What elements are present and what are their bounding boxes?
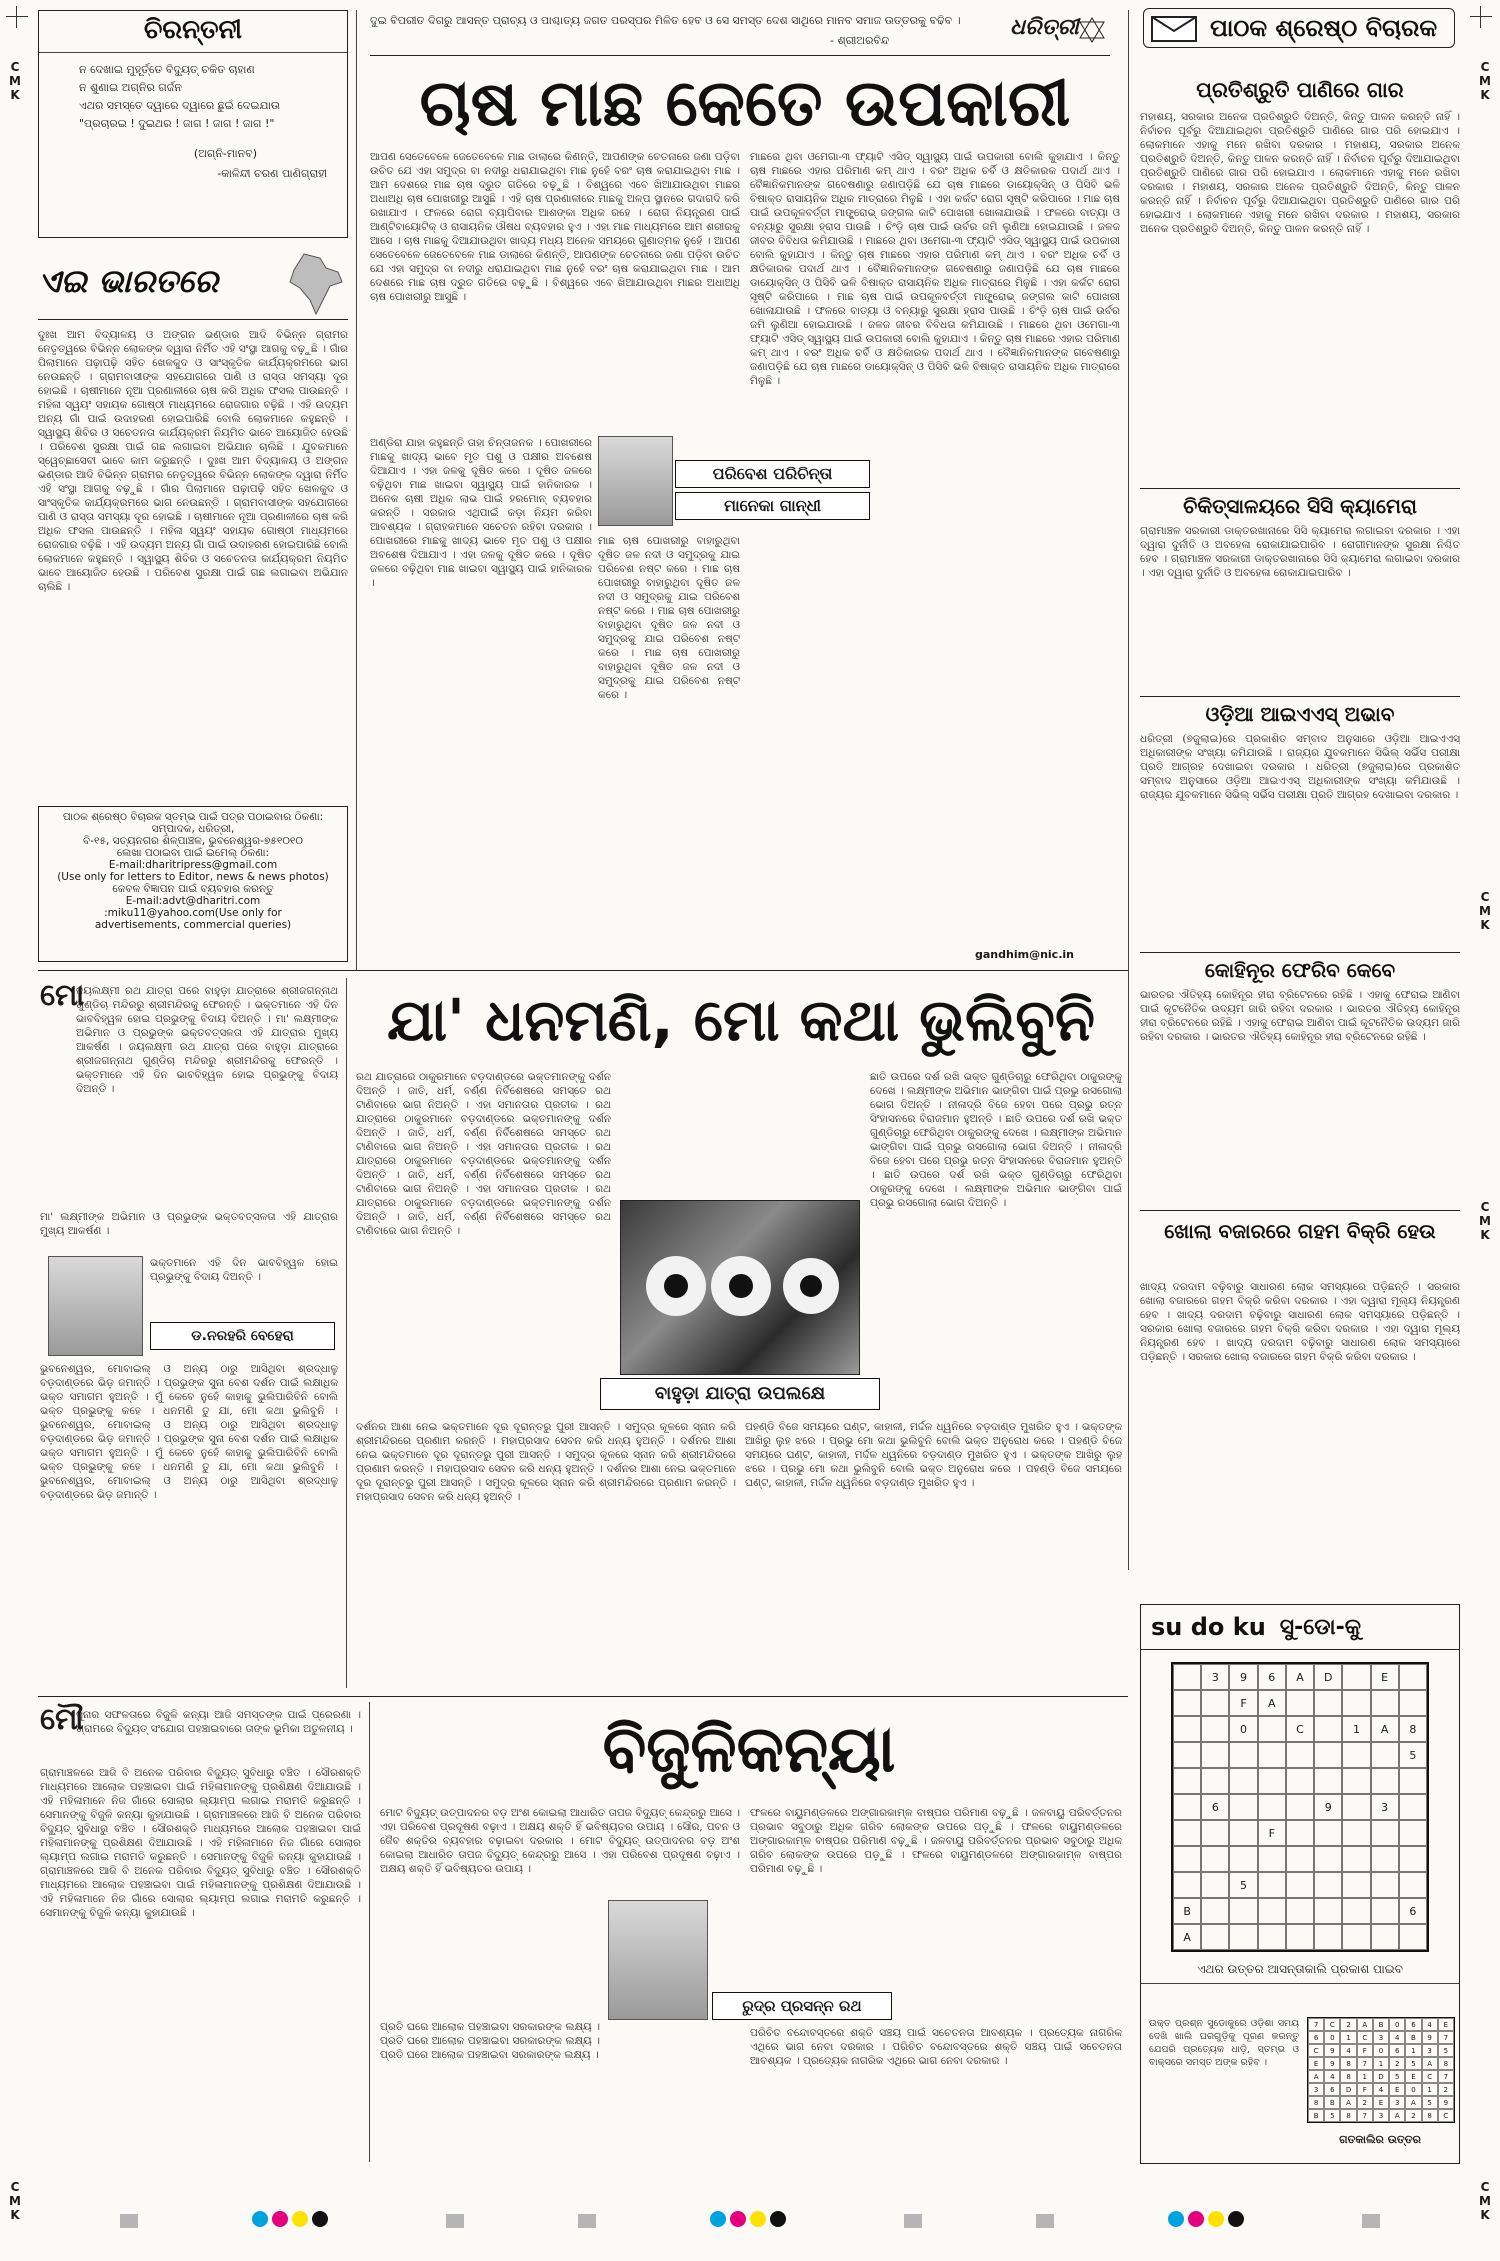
sudoku-cell[interactable] [1258, 1846, 1286, 1872]
cmk-marks: C M K [1479, 60, 1491, 102]
sudoku-cell[interactable] [1229, 1820, 1257, 1846]
article3-col2-bottom: ପ୍ରତି ଘରେ ଆଲୋକ ପହଞ୍ଚାଇବା ସରକାରଙ୍କ ଲକ୍ଷ୍ୟ । ପ୍ରତି ଘରେ ଆଲୋକ ପହଞ୍ଚାଇବା ସରକାରଙ୍କ ଲକ୍ଷ୍ୟ । ପ୍ରତି ଘରେ ଆଲୋକ ପହଞ୍ଚାଇବା ସରକାରଙ୍କ ଲକ୍ଷ୍ୟ । [380, 2021, 600, 2061]
photo-caption: ବାହୁଡ଼ା ଯାତ୍ରା ଉପଲକ୍ଷେ [600, 1378, 880, 1410]
sudoku-cell[interactable] [1201, 1872, 1229, 1898]
sudoku-cell[interactable] [1314, 1690, 1342, 1716]
sudoku-cell[interactable] [1399, 1820, 1427, 1846]
article3-headline: ବିଜୁଳିକନ୍ୟା [602, 1713, 896, 1787]
jagannath-photo [620, 1200, 860, 1375]
chirantani-poet: -କାଳିନ୍ଦୀ ଚରଣ ପାଣିଗ୍ରାହୀ [217, 167, 327, 180]
sudoku-cell[interactable]: 6 [1201, 1794, 1229, 1820]
sudoku-cell[interactable] [1229, 1742, 1257, 1768]
sudoku-cell[interactable] [1229, 1846, 1257, 1872]
article2-drop-cap: ମୋ [40, 978, 85, 1013]
sudoku-cell[interactable] [1286, 1690, 1314, 1716]
sudoku-cell[interactable] [1229, 1768, 1257, 1794]
sudoku-cell[interactable] [1201, 1768, 1229, 1794]
cmyk-dots [710, 2211, 790, 2231]
sudoku-cell[interactable] [1314, 1846, 1342, 1872]
sudoku-cell[interactable] [1229, 1794, 1257, 1820]
sudoku-cell[interactable]: B [1173, 1898, 1201, 1924]
sudoku-cell[interactable] [1201, 1820, 1229, 1846]
gray-swatch [578, 2214, 596, 2228]
cyan-dot [710, 2211, 726, 2227]
sudoku-cell[interactable]: A [1173, 1924, 1201, 1950]
article1-col1-top: ଆପଣ ସେତେବେଳେ ଜେତେବେଳେ ମାଛ ଡାଲାରେ କିଣନ୍ତି, ଆପଣଙ୍କ ଚେତନାରେ ଜଣା ପଡ଼ିବା ଉଚିତ ଯେ ଏହା ସମୁଦ୍ର ବା ନଦୀରୁ ଧରାଯାଇଥିବା ମାଛ ନୁହେଁ ବରଂ ଚାଷ କରାଯାଇଥିବା ମାଛ । ଆମ ଦେଶରେ ମାଛ ଚାଷ ଦ୍ରୁତ ଗତିରେ ବଢ଼ୁଛି । ବିଶ୍ୱରେ ଏବେ ଖିଆଯାଉଥିବା ମାଛର ଅଧାଅଧି ଚାଷ ପୋଖରୀରୁ ଆସୁଛି । ଏହି ଚାଷ ପ୍ରଣାଳୀରେ ମାଛକୁ ଅଳ୍ପ ସ୍ଥାନରେ ଗଦାଗଦି କରି ରଖାଯାଏ । ଫଳରେ ରୋଗ ବ୍ୟାପିବାର ଆଶଙ୍କା ଅଧିକ ରହେ । ରୋଗ ନିୟନ୍ତ୍ରଣ ପାଇଁ ଆଣ୍ଟିବାୟୋଟିକ୍ ଓ ରାସାୟନିକ ଔଷଧ ବ୍ୟବହାର ହୁଏ । ଏହା ମାଛ ମାଧ୍ୟମରେ ଆମ ଶରୀରକୁ ଆସେ । ଚାଷ ମାଛକୁ ଦିଆଯାଉଥିବା ଖାଦ୍ୟ ମଧ୍ୟ ଅନେକ ସମୟରେ ଗୁଣାତ୍ମକ ନୁହେଁ । ଆପଣ ସେତେବେଳେ ଜେତେବେଳେ ମାଛ ଡାଲାରେ କିଣନ୍ତି, ଆପଣଙ୍କ ଚେତନାରେ ଜଣା ପଡ଼ିବା ଉଚିତ ଯେ ଏହା ସମୁଦ୍ର ବା ନଦୀରୁ ଧରାଯାଇଥିବା ମାଛ ନୁହେଁ ବରଂ ଚାଷ କରାଯାଇଥିବା ମାଛ । ଆମ ଦେଶରେ ମାଛ ଚାଷ ଦ୍ରୁତ ଗତିରେ ବଢ଼ୁଛି । ବିଶ୍ୱରେ ଏବେ ଖିଆଯାଉଥିବା ମାଛର ଅଧାଅଧି ଚାଷ ପୋଖରୀରୁ ଆସୁଛି । [370, 151, 740, 303]
letter-body: ଧରିତ୍ରୀ (୭ଜୁଲାଇ)ରେ ପ୍ରକାଶିତ ସମ୍ବାଦ ଅନୁସାରେ ଓଡ଼ିଆ ଆଇଏଏସ୍ ଅଧିକାରୀଙ୍କ ସଂଖ୍ୟା କମିଯାଉଛି । ରାଜ୍ୟର ଯୁବକମାନେ ସିଭିଲ୍ ସର୍ଭିସ ପରୀକ୍ଷା ପ୍ରତି ଆଗ୍ରହ ଦେଖାଇବା ଦରକାର । ଧରିତ୍ରୀ (୭ଜୁଲାଇ)ରେ ପ୍ରକାଶିତ ସମ୍ବାଦ ଅନୁସାରେ ଓଡ଼ିଆ ଆଇଏଏସ୍ ଅଧିକାରୀଙ୍କ ସଂଖ୍ୟା କମିଯାଉଛି । ରାଜ୍ୟର ଯୁବକମାନେ ସିଭିଲ୍ ସର୍ଭିସ ପରୀକ୍ଷା ପ୍ରତି ଆଗ୍ରହ ଦେଖାଇବା ଦରକାର । [1140, 733, 1460, 801]
gray-swatch [904, 2214, 922, 2228]
sudoku-cell[interactable] [1371, 1872, 1399, 1898]
sudoku-cell[interactable]: A [1286, 1664, 1314, 1690]
sudoku-cell[interactable] [1342, 1794, 1370, 1820]
letter-title: ଚିକିତ୍ସାଳୟରେ ସିସି କ୍ୟାମେରା [1183, 494, 1417, 518]
article3-col1-top: ସୁନାର ସଫଳତାରେ ବିଜୁଳି କନ୍ୟା ଆଜି ସମସ୍ତଙ୍କ ପାଇଁ ପ୍ରେରଣା । ଗ୍ରାମରେ ବିଦ୍ୟୁତ୍ ସଂଯୋଗ ପହଞ୍ଚାଇବାରେ ତାଙ୍କ ଭୂମିକା ଅତୁଳନୀୟ । [76, 1709, 361, 1735]
author-photo [608, 1900, 708, 2020]
address-line: କେବଳ ବିଜ୍ଞାପନ ପାଇଁ ବ୍ୟବହାର କରନ୍ତୁ [112, 883, 274, 895]
yellow-dot [750, 2211, 766, 2227]
sudoku-box [1140, 1604, 1460, 2164]
cmyk-dots [1168, 2211, 1248, 2231]
sudoku-cell[interactable] [1258, 1768, 1286, 1794]
sudoku-cell[interactable] [1173, 1716, 1201, 1742]
abhibharatare-body: ଦୁଃଖ ଆମ ବିଦ୍ୟାଳୟ ଓ ଅଙ୍ଗନ ଭଣ୍ଡାର ଆଦି ବିଭିନ୍ନ ଗ୍ରାମର ନେତୃତ୍ୱରେ ବିଭିନ୍ନ ଲୋକଙ୍କ ଦ୍ୱାରା ନିର୍ମିତ ଏହି ସଂସ୍ଥା ଆଗକୁ ବଢ଼ୁଛି । ଗାଁର ପିଲାମାନେ ପଢ଼ାପଢ଼ି ସହିତ ଖେଳକୁଦ ଓ ସାଂସ୍କୃତିକ କାର୍ଯ୍ୟକ୍ରମରେ ଭାଗ ନେଉଛନ୍ତି । ଗ୍ରାମବାସୀଙ୍କ ସହଯୋଗରେ ପାଣି ଓ ରାସ୍ତା ସମସ୍ୟା ଦୂର ହୋଇଛି । ଚାଷୀମାନେ ନୂଆ ପ୍ରଣାଳୀରେ ଚାଷ କରି ଅଧିକ ଫସଲ ପାଉଛନ୍ତି । ମହିଳା ସ୍ୱୟଂ ସହାୟକ ଗୋଷ୍ଠୀ ମାଧ୍ୟମରେ ରୋଜଗାର ବଢ଼ିଛି । ଏହି ଉଦ୍ୟମ ଅନ୍ୟ ଗାଁ ପାଇଁ ଉଦାହରଣ ହୋଇପାରିଛି ବୋଲି ଲୋକମାନେ କହୁଛନ୍ତି । ସ୍ୱାସ୍ଥ୍ୟ ଶିବିର ଓ ସଚେତନତା କାର୍ଯ୍ୟକ୍ରମ ନିୟମିତ ଭାବେ ଆୟୋଜିତ ହେଉଛି । ପରିବେଶ ସୁରକ୍ଷା ପାଇଁ ଗଛ ଲଗାଇବା ଅଭିଯାନ ଚାଲିଛି । ଯୁବକମାନେ ସ୍ୱେଚ୍ଛାସେବୀ ଭାବେ କାମ କରୁଛନ୍ତି । ଦୁଃଖ ଆମ ବିଦ୍ୟାଳୟ ଓ ଅଙ୍ଗନ ଭଣ୍ଡାର ଆଦି ବିଭିନ୍ନ ଗ୍ରାମର ନେତୃତ୍ୱରେ ବିଭିନ୍ନ ଲୋକଙ୍କ ଦ୍ୱାରା ନିର୍ମିତ ଏହି ସଂସ୍ଥା ଆଗକୁ ବଢ଼ୁଛି । ଗାଁର ପିଲାମାନେ ପଢ଼ାପଢ଼ି ସହିତ ଖେଳକୁଦ ଓ ସାଂସ୍କୃତିକ କାର୍ଯ୍ୟକ୍ରମରେ ଭାଗ ନେଉଛନ୍ତି । ଗ୍ରାମବାସୀଙ୍କ ସହଯୋଗରେ ପାଣି ଓ ରାସ୍ତା ସମସ୍ୟା ଦୂର ହୋଇଛି । ଚାଷୀମାନେ ନୂଆ ପ୍ରଣାଳୀରେ ଚାଷ କରି ଅଧିକ ଫସଲ ପାଉଛନ୍ତି । ମହିଳା ସ୍ୱୟଂ ସହାୟକ ଗୋଷ୍ଠୀ ମାଧ୍ୟମରେ ରୋଜଗାର ବଢ଼ିଛି । ଏହି ଉଦ୍ୟମ ଅନ୍ୟ ଗାଁ ପାଇଁ ଉଦାହରଣ ହୋଇପାରିଛି ବୋଲି ଲୋକମାନେ କହୁଛନ୍ତି । ସ୍ୱାସ୍ଥ୍ୟ ଶିବିର ଓ ସଚେତନତା କାର୍ଯ୍ୟକ୍ରମ ନିୟମିତ ଭାବେ ଆୟୋଜିତ ହେଉଛି । ପରିବେଶ ସୁରକ୍ଷା ପାଇଁ ଗଛ ଲଗାଇବା ଅଭିଯାନ ଚାଲିଛି । [38, 329, 348, 593]
paper-logo: ଧରିତ୍ରୀ [1010, 14, 1079, 40]
india-map-icon [286, 252, 344, 318]
sudoku-cell[interactable] [1201, 1846, 1229, 1872]
magenta-dot [1188, 2211, 1204, 2227]
author-photo [598, 436, 673, 526]
letter-body: ଗ୍ରାମାଞ୍ଚଳ ସରକାରୀ ଡାକ୍ତରଖାନାରେ ସିସି କ୍ୟାମେରା ଲଗାଇବା ଦରକାର । ଏହା ଦ୍ୱାରା ଦୁର୍ନୀତି ଓ ଅବହେଳା ରୋକାଯାଇପାରିବ । ରୋଗୀମାନଙ୍କ ସୁରକ୍ଷା ନିଶ୍ଚିତ ହେବ । ଗ୍ରାମାଞ୍ଚଳ ସରକାରୀ ଡାକ୍ତରଖାନାରେ ସିସି କ୍ୟାମେରା ଲଗାଇବା ଦରକାର । ଏହା ଦ୍ୱାରା ଦୁର୍ନୀତି ଓ ଅବହେଳା ରୋକାଯାଇପାରିବ । [1140, 525, 1460, 579]
editor-email[interactable]: E-mail:dharitripress@gmail.com [108, 859, 278, 871]
cmk-marks: C M K [1479, 890, 1491, 932]
article1-headline: ଚାଷ ମାଛ କେତେ ଉପକାରୀ [419, 67, 1071, 141]
gray-swatch [120, 2214, 138, 2228]
sudoku-cell[interactable]: 1 [1342, 1716, 1370, 1742]
address-line: ବି-୧୫, ସତ୍ୟନଗର ଶିଳ୍ପାଞ୍ଚଳ, ଭୁବନେଶ୍ୱର-୭୫୧୦୧୦ [83, 835, 303, 847]
sudoku-cell[interactable] [1201, 1690, 1229, 1716]
sudoku-cell[interactable] [1258, 1872, 1286, 1898]
sudoku-cell[interactable] [1399, 1664, 1427, 1690]
magenta-dot [272, 2211, 288, 2227]
gray-swatch [1036, 2214, 1054, 2228]
article3-col3-top: ଫଳରେ ବାୟୁମଣ୍ଡଳରେ ଅଙ୍ଗାରକାମ୍ଳ ବାଷ୍ପର ପରିମାଣ ବଢ଼ୁଛି । ଜଳବାୟୁ ପରିବର୍ତ୍ତନର ପ୍ରଭାବ ସବୁଠାରୁ ଅଧିକ ଗରିବ ଲୋକଙ୍କ ଉପରେ ପଡ଼ୁଛି । ଫଳରେ ବାୟୁମଣ୍ଡଳରେ ଅଙ୍ଗାରକାମ୍ଳ ବାଷ୍ପର ପରିମାଣ ବଢ଼ୁଛି । ଜଳବାୟୁ ପରିବର୍ତ୍ତନର ପ୍ରଭାବ ସବୁଠାରୁ ଅଧିକ ଗରିବ ଲୋକଙ୍କ ଉପରେ ପଡ଼ୁଛି । ଫଳରେ ବାୟୁମଣ୍ଡଳରେ ଅଙ୍ଗାରକାମ୍ଳ ବାଷ୍ପର ପରିମାଣ ବଢ଼ୁଛି । [750, 1807, 1122, 1875]
sudoku-cell[interactable] [1286, 1846, 1314, 1872]
sudoku-cell[interactable] [1286, 1742, 1314, 1768]
address-note: advertisements, commercial queries) [94, 919, 292, 931]
sudoku-cell[interactable]: D [1314, 1664, 1342, 1690]
sudoku-cell[interactable] [1201, 1742, 1229, 1768]
quote-author: - ଶ୍ରୀଅରବିନ୍ଦ [830, 34, 890, 47]
sudoku-cell[interactable]: 5 [1399, 1742, 1427, 1768]
chirantani-source: (ଅଗ୍ନି-ମାନବ) [193, 147, 257, 160]
address-line: ପାଠକ ଶ୍ରେଷ୍ଠ ବିଚାରକ ସ୍ତମ୍ଭ ପାଇଁ ପତ୍ର ପଠାଇବାର ଠିକଣା: [62, 811, 324, 823]
cyan-dot [1168, 2211, 1184, 2227]
sudoku-cell[interactable] [1399, 1690, 1427, 1716]
article1-author: ମାନେକା ଗାନ୍ଧୀ [675, 492, 870, 520]
article2-col3-bottom: ପହଣ୍ଡି ବିଜେ ସମୟରେ ଘଣ୍ଟ, କାହାଳୀ, ମର୍ଦ୍ଦଳ ଧ୍ୱନିରେ ବଡ଼ଦାଣ୍ଡ ମୁଖରିତ ହୁଏ । ଭକ୍ତଙ୍କ ଆଖିରୁ ଲୁହ ଝରେ । ପ୍ରଭୁ ମୋ କଥା ଭୁଲିବୁନି ବୋଲି ଭକ୍ତ ଅନୁରୋଧ କରେ । ପହଣ୍ଡି ବିଜେ ସମୟରେ ଘଣ୍ଟ, କାହାଳୀ, ମର୍ଦ୍ଦଳ ଧ୍ୱନିରେ ବଡ଼ଦାଣ୍ଡ ମୁଖରିତ ହୁଏ । ଭକ୍ତଙ୍କ ଆଖିରୁ ଲୁହ ଝରେ । ପ୍ରଭୁ ମୋ କଥା ଭୁଲିବୁନି ବୋଲି ଭକ୍ତ ଅନୁରୋଧ କରେ । ପହଣ୍ଡି ବିଜେ ସମୟରେ ଘଣ୍ଟ, କାହାଳୀ, ମର୍ଦ୍ଦଳ ଧ୍ୱନିରେ ବଡ଼ଦାଣ୍ଡ ମୁଖରିତ ହୁଏ । [745, 1421, 1122, 1489]
sudoku-label: su do ku [1151, 1613, 1266, 1641]
sudoku-cell[interactable] [1173, 1872, 1201, 1898]
sudoku-cell[interactable] [1314, 1716, 1342, 1742]
cmk-marks: C M K [9, 60, 21, 102]
cmyk-dots [252, 2211, 332, 2231]
sudoku-cell[interactable] [1399, 1872, 1427, 1898]
article1-col1-bottom: ଅଣ୍ଡିରା ଯାହା କହୁଛନ୍ତି ତାହା ଚିନ୍ତାଜନକ । ପୋଖରୀରେ ମାଛକୁ ଖାଦ୍ୟ ଭାବେ ମୃତ ପଶୁ ଓ ପକ୍ଷୀର ଅବଶେଷ ଦିଆଯାଏ । ଏହା ଜଳକୁ ଦୂଷିତ କରେ । ଦୂଷିତ ଜଳରେ ବଢ଼ିଥିବା ମାଛ ଖାଇବା ସ୍ୱାସ୍ଥ୍ୟ ପାଇଁ ହାନିକାରକ । ଅନେକ ଚାଷୀ ଅଧିକ ଲାଭ ପାଇଁ ହରମୋନ୍ ବ୍ୟବହାର କରନ୍ତି । ସରକାର ଏଥିପାଇଁ କଡ଼ା ନିୟମ କରିବା ଆବଶ୍ୟକ । ଗ୍ରାହକମାନେ ସଚେତନ ରହିବା ଦରକାର । ପୋଖରୀରେ ମାଛକୁ ଖାଦ୍ୟ ଭାବେ ମୃତ ପଶୁ ଓ ପକ୍ଷୀର ଅବଶେଷ ଦିଆଯାଏ । ଏହା ଜଳକୁ ଦୂଷିତ କରେ । ଦୂଷିତ ଜଳରେ ବଢ଼ିଥିବା ମାଛ ଖାଇବା ସ୍ୱାସ୍ଥ୍ୟ ପାଇଁ ହାନିକାରକ । [370, 437, 592, 589]
envelope-icon [1150, 13, 1202, 43]
abhibharatare-header [38, 250, 348, 320]
article3-author: ରୁଦ୍ର ପ୍ରସନ୍ନ ରଥ [712, 1992, 892, 2020]
sudoku-cell[interactable] [1258, 1794, 1286, 1820]
article2-col2-top: ରଥ ଯାତ୍ରାରେ ଠାକୁରମାନେ ବଡ଼ଦାଣ୍ଡରେ ଭକ୍ତମାନଙ୍କୁ ଦର୍ଶନ ଦିଅନ୍ତି । ଜାତି, ଧର୍ମ, ବର୍ଣ୍ଣ ନିର୍ବିଶେଷରେ ସମସ୍ତେ ରଥ ଟାଣିବାରେ ଭାଗ ନିଅନ୍ତି । ଏହା ସମାନତାର ପ୍ରତୀକ । ରଥ ଯାତ୍ରାରେ ଠାକୁରମାନେ ବଡ଼ଦାଣ୍ଡରେ ଭକ୍ତମାନଙ୍କୁ ଦର୍ଶନ ଦିଅନ୍ତି । ଜାତି, ଧର୍ମ, ବର୍ଣ୍ଣ ନିର୍ବିଶେଷରେ ସମସ୍ତେ ରଥ ଟାଣିବାରେ ଭାଗ ନିଅନ୍ତି । ଏହା ସମାନତାର ପ୍ରତୀକ । ରଥ ଯାତ୍ରାରେ ଠାକୁରମାନେ ବଡ଼ଦାଣ୍ଡରେ ଭକ୍ତମାନଙ୍କୁ ଦର୍ଶନ ଦିଅନ୍ତି । ଜାତି, ଧର୍ମ, ବର୍ଣ୍ଣ ନିର୍ବିଶେଷରେ ସମସ୍ତେ ରଥ ଟାଣିବାରେ ଭାଗ ନିଅନ୍ତି । ଏହା ସମାନତାର ପ୍ରତୀକ । ରଥ ଯାତ୍ରାରେ ଠାକୁରମାନେ ବଡ଼ଦାଣ୍ଡରେ ଭକ୍ତମାନଙ୍କୁ ଦର୍ଶନ ଦିଅନ୍ତି । ଜାତି, ଧର୍ମ, ବର୍ଣ୍ଣ ନିର୍ବିଶେଷରେ ସମସ୍ତେ ରଥ ଟାଣିବାରେ ଭାଗ ନିଅନ୍ତି । [356, 1071, 611, 1237]
article3-col3-bottom: ପରିଚିତ ବନ୍ଦୋବସ୍ତରେ ଶକ୍ତି ସଞ୍ଚୟ ପାଇଁ ସଚେତନତା ଆବଶ୍ୟକ । ପ୍ରତ୍ୟେକ ନାଗରିକ ଏଥିରେ ଭାଗ ନେବା ଦରକାର । ପରିଚିତ ବନ୍ଦୋବସ୍ତରେ ଶକ୍ତି ସଞ୍ଚୟ ପାଇଁ ସଚେତନତା ଆବଶ୍ୟକ । ପ୍ରତ୍ୟେକ ନାଗରିକ ଏଥିରେ ଭାଗ ନେବା ଦରକାର । [750, 2027, 1122, 2067]
sudoku-cell[interactable]: C [1286, 1716, 1314, 1742]
black-dot [1228, 2211, 1244, 2227]
sudoku-cell[interactable]: 6 [1399, 1898, 1427, 1924]
address-line: ଲେଖା ପଠାଇବା ପାଇଁ ଇମେଲ୍ ଠିକଣା: [116, 847, 270, 859]
registration-mark [6, 6, 28, 28]
sudoku-cell[interactable] [1314, 1872, 1342, 1898]
sudoku-cell[interactable] [1342, 1820, 1370, 1846]
sudoku-cell[interactable]: 5 [1229, 1872, 1257, 1898]
yellow-dot [292, 2211, 308, 2227]
sudoku-cell[interactable] [1173, 1742, 1201, 1768]
sudoku-cell[interactable]: 0 [1229, 1716, 1257, 1742]
sudoku-cell[interactable] [1286, 1768, 1314, 1794]
abhibharatare-title: ଏଇ ଭାରତରେ [38, 262, 219, 300]
sudoku-cell[interactable] [1286, 1794, 1314, 1820]
article1-col2-bottom: ମାଛ ଚାଷ ପୋଖରୀରୁ ବାହାରୁଥିବା ଦୂଷିତ ଜଳ ନଦୀ ଓ ସମୁଦ୍ରକୁ ଯାଇ ପରିବେଶ ନଷ୍ଟ କରେ । ମାଛ ଚାଷ ପୋଖରୀରୁ ବାହାରୁଥିବା ଦୂଷିତ ଜଳ ନଦୀ ଓ ସମୁଦ୍ରକୁ ଯାଇ ପରିବେଶ ନଷ୍ଟ କରେ । ମାଛ ଚାଷ ପୋଖରୀରୁ ବାହାରୁଥିବା ଦୂଷିତ ଜଳ ନଦୀ ଓ ସମୁଦ୍ରକୁ ଯାଇ ପରିବେଶ ନଷ୍ଟ କରେ । ମାଛ ଚାଷ ପୋଖରୀରୁ ବାହାରୁଥିବା ଦୂଷିତ ଜଳ ନଦୀ ଓ ସମୁଦ୍ରକୁ ଯାଇ ପରିବେଶ ନଷ୍ଟ କରେ । [598, 535, 740, 701]
address-box [38, 806, 348, 962]
article2-col3-top: ଛାତି ଉପରେ ଦର୍ଶ ରଖି ଭକ୍ତ ଗୁଣ୍ଡିଚାରୁ ଫେରିଥିବା ଠାକୁରଙ୍କୁ ଦେଖେ । ଲକ୍ଷ୍ମୀଙ୍କ ଅଭିମାନ ଭାଙ୍ଗିବା ପାଇଁ ପ୍ରଭୁ ରସଗୋଲା ଭୋଗ ଦିଅନ୍ତି । ନୀଳାଦ୍ରି ବିଜେ ହେବା ପରେ ପ୍ରଭୁ ରତ୍ନ ସିଂହାସନରେ ବିରାଜମାନ ହୁଅନ୍ତି । ଛାତି ଉପରେ ଦର୍ଶ ରଖି ଭକ୍ତ ଗୁଣ୍ଡିଚାରୁ ଫେରିଥିବା ଠାକୁରଙ୍କୁ ଦେଖେ । ଲକ୍ଷ୍ମୀଙ୍କ ଅଭିମାନ ଭାଙ୍ଗିବା ପାଇଁ ପ୍ରଭୁ ରସଗୋଲା ଭୋଗ ଦିଅନ୍ତି । ନୀଳାଦ୍ରି ବିଜେ ହେବା ପରେ ପ୍ରଭୁ ରତ୍ନ ସିଂହାସନରେ ବିରାଜମାନ ହୁଅନ୍ତି । ଛାତି ଉପରେ ଦର୍ଶ ରଖି ଭକ୍ତ ଗୁଣ୍ଡିଚାରୁ ଫେରିଥିବା ଠାକୁରଙ୍କୁ ଦେଖେ । ଲକ୍ଷ୍ମୀଙ୍କ ଅଭିମାନ ଭାଙ୍ଗିବା ପାଇଁ ପ୍ରଭୁ ରସଗୋଲା ଭୋଗ ଦିଅନ୍ତି । [870, 1071, 1122, 1209]
letter-title: କୋହିନୂର ଫେରିବ କେବେ [1204, 958, 1396, 982]
letter-title: ଖୋଲା ବଜାରରେ ଗହମ ବିକ୍ରି ହେଉ [1164, 1219, 1436, 1243]
sudoku-grid[interactable] [1171, 1662, 1429, 1952]
sudoku-cell[interactable]: F [1258, 1820, 1286, 1846]
sudoku-cell[interactable] [1314, 1742, 1342, 1768]
article2-col1-mid: ମା' ଲକ୍ଷ୍ମୀଙ୍କ ଅଭିମାନ ଓ ପ୍ରଭୁଙ୍କ ଭକ୍ତବତ୍ସଳତା ଏହି ଯାତ୍ରାର ମୁଖ୍ୟ ଆକର୍ଷଣ । [40, 1211, 338, 1237]
sudoku-cell[interactable] [1173, 1690, 1201, 1716]
sudoku-cell[interactable] [1371, 1768, 1399, 1794]
letter-body: ଭାରତର ଐତିହ୍ୟ କୋହିନୂର ହୀରା ବ୍ରିଟେନରେ ରହିଛି । ଏହାକୁ ଫେରାଇ ଆଣିବା ପାଇଁ କୂଟନୈତିକ ଉଦ୍ୟମ ଜାରି ରହିବା ଦରକାର । ଭାରତର ଐତିହ୍ୟ କୋହିନୂର ହୀରା ବ୍ରିଟେନରେ ରହିଛି । ଏହାକୁ ଫେରାଇ ଆଣିବା ପାଇଁ କୂଟନୈତିକ ଉଦ୍ୟମ ଜାରି ରହିବା ଦରକାର । ଭାରତର ଐତିହ୍ୟ କୋହିନୂର ହୀରା ବ୍ରିଟେନରେ ରହିଛି । [1140, 989, 1460, 1043]
sudoku-cell[interactable]: 8 [1399, 1716, 1427, 1742]
sudoku-cell[interactable] [1173, 1794, 1201, 1820]
article1-author-email[interactable]: gandhim@nic.in [975, 948, 1074, 961]
sudoku-cell[interactable] [1173, 1664, 1201, 1690]
sudoku-cell[interactable] [1342, 1690, 1370, 1716]
sudoku-cell[interactable]: F [1229, 1690, 1257, 1716]
article2-col1-top: ଜୟଲକ୍ଷ୍ମୀ ରଥ ଯାତ୍ରା ପରେ ବାହୁଡ଼ା ଯାତ୍ରାରେ ଶ୍ରୀଜଗନ୍ନାଥ ଗୁଣ୍ଡିଚା ମନ୍ଦିରରୁ ଶ୍ରୀମନ୍ଦିରକୁ ଫେରନ୍ତି । ଭକ୍ତମାନେ ଏହି ଦିନ ଭାବବିହ୍ୱଳ ହୋଇ ପ୍ରଭୁଙ୍କୁ ବିଦାୟ ଦିଅନ୍ତି । ମା' ଲକ୍ଷ୍ମୀଙ୍କ ଅଭିମାନ ଓ ପ୍ରଭୁଙ୍କ ଭକ୍ତବତ୍ସଳତା ଏହି ଯାତ୍ରାର ମୁଖ୍ୟ ଆକର୍ଷଣ । ଜୟଲକ୍ଷ୍ମୀ ରଥ ଯାତ୍ରା ପରେ ବାହୁଡ଼ା ଯାତ୍ରାରେ ଶ୍ରୀଜଗନ୍ନାଥ ଗୁଣ୍ଡିଚା ମନ୍ଦିରରୁ ଶ୍ରୀମନ୍ଦିରକୁ ଫେରନ୍ତି । ଭକ୍ତମାନେ ଏହି ଦିନ ଭାବବିହ୍ୱଳ ହୋଇ ପ୍ରଭୁଙ୍କୁ ବିଦାୟ ଦିଅନ୍ତି । [76, 985, 338, 1095]
answer-title: ଗତକାଲିର ଉତ୍ତର [1339, 2133, 1421, 2146]
advt-email[interactable]: E-mail:advt@dharitri.com [125, 895, 261, 907]
sudoku-cell[interactable] [1314, 1768, 1342, 1794]
article2-col1-side: ଭକ୍ତମାନେ ଏହି ଦିନ ଭାବବିହ୍ୱଳ ହୋଇ ପ୍ରଭୁଙ୍କୁ ବିଦାୟ ଦିଅନ୍ତି । [150, 1257, 338, 1283]
star-icon [1078, 16, 1106, 44]
sudoku-cell[interactable] [1399, 1794, 1427, 1820]
answer-grid: 7 C 2 A B 0 6 4 E 6 0 1 C 3 4 B 9 7 C 9 4 F 0 6 1 3 5 E 9 8 7 1 2 5 A 8 A 4 8 1 D 5 E C 7 3 6 D F 4 E 0 1 2 8 B A 2 E 3 A 5 9 B 5 8 7 3 A 2 8 C [1307, 2017, 1455, 2123]
sudoku-cell[interactable] [1371, 1690, 1399, 1716]
sudoku-cell[interactable]: 6 [1258, 1664, 1286, 1690]
sudoku-footer-note: ଏଥର ଉତ୍ତର ଆସନ୍ତାକାଲି ପ୍ରକାଶ ପାଇବ [1141, 1962, 1459, 1984]
address-line: ସମ୍ପାଦକ, ଧରିତ୍ରୀ, [151, 823, 235, 835]
letter-body: ମହାଶୟ, ସରକାର ଅନେକ ପ୍ରତିଶ୍ରୁତି ଦିଅନ୍ତି, କିନ୍ତୁ ପାଳନ କରନ୍ତି ନାହିଁ । ନିର୍ବାଚନ ପୂର୍ବରୁ ଦିଆଯାଇଥିବା ପ୍ରତିଶ୍ରୁତି ପାଣିରେ ଗାର ପରି ହୋଇଯାଏ । ଲୋକମାନେ ଏହାକୁ ମନେ ରଖିବା ଦରକାର । ମହାଶୟ, ସରକାର ଅନେକ ପ୍ରତିଶ୍ରୁତି ଦିଅନ୍ତି, କିନ୍ତୁ ପାଳନ କରନ୍ତି ନାହିଁ । ନିର୍ବାଚନ ପୂର୍ବରୁ ଦିଆଯାଇଥିବା ପ୍ରତିଶ୍ରୁତି ପାଣିରେ ଗାର ପରି ହୋଇଯାଏ । ଲୋକମାନେ ଏହାକୁ ମନେ ରଖିବା ଦରକାର । ମହାଶୟ, ସରକାର ଅନେକ ପ୍ରତିଶ୍ରୁତି ଦିଅନ୍ତି, କିନ୍ତୁ ପାଳନ କରନ୍ତି ନାହିଁ । ନିର୍ବାଚନ ପୂର୍ବରୁ ଦିଆଯାଇଥିବା ପ୍ରତିଶ୍ରୁତି ପାଣିରେ ଗାର ପରି ହୋଇଯାଏ । ଲୋକମାନେ ଏହାକୁ ମନେ ରଖିବା ଦରକାର । ମହାଶୟ, ସରକାର ଅନେକ ପ୍ରତିଶ୍ରୁତି ଦିଅନ୍ତି, କିନ୍ତୁ ପାଳନ କରନ୍ତି ନାହିଁ । [1140, 111, 1460, 235]
sudoku-cell[interactable] [1342, 1768, 1370, 1794]
article3-col2-top: ମୋଟ ବିଦ୍ୟୁତ୍ ଉତ୍ପାଦନର ବଡ଼ ଅଂଶ କୋଇଲା ଆଧାରିତ ତାପଜ ବିଦ୍ୟୁତ୍ କେନ୍ଦ୍ରରୁ ଆସେ । ଏହା ପରିବେଶ ପ୍ରଦୂଷଣ ବଢ଼ାଏ । ଅକ୍ଷୟ ଶକ୍ତି ହିଁ ଭବିଷ୍ୟତର ଉପାୟ । ସୌର, ପବନ ଓ ଜୈବ ଶକ୍ତିର ବ୍ୟବହାର ବଢ଼ାଇବା ଦରକାର । ମୋଟ ବିଦ୍ୟୁତ୍ ଉତ୍ପାଦନର ବଡ଼ ଅଂଶ କୋଇଲା ଆଧାରିତ ତାପଜ ବିଦ୍ୟୁତ୍ କେନ୍ଦ୍ରରୁ ଆସେ । ଏହା ପରିବେଶ ପ୍ରଦୂଷଣ ବଢ଼ାଏ । ଅକ୍ଷୟ ଶକ୍ତି ହିଁ ଭବିଷ୍ୟତର ଉପାୟ । [380, 1807, 740, 1875]
cmk-marks: C M K [1479, 1200, 1491, 1242]
sudoku-cell[interactable] [1286, 1820, 1314, 1846]
sudoku-cell[interactable] [1399, 1768, 1427, 1794]
sudoku-cell[interactable] [1173, 1846, 1201, 1872]
sudoku-cell[interactable] [1258, 1742, 1286, 1768]
masthead-quote [370, 10, 1110, 56]
sudoku-cell[interactable] [1342, 1872, 1370, 1898]
sudoku-cell[interactable] [1286, 1872, 1314, 1898]
article3-drop-cap: ମୌ [40, 1702, 84, 1737]
column-title: ପରିବେଶ ପରିଚିନ୍ତା [675, 460, 870, 488]
gray-swatch [1362, 2214, 1380, 2228]
letter-title: ଓଡ଼ିଆ ଆଇଏଏସ୍ ଅଭାବ [1205, 702, 1395, 726]
gray-swatch [446, 2214, 464, 2228]
sudoku-cell[interactable]: 3 [1371, 1794, 1399, 1820]
black-dot [770, 2211, 786, 2227]
letters-banner [1143, 8, 1455, 48]
sudoku-cell[interactable] [1399, 1846, 1427, 1872]
sudoku-cell[interactable]: A [1371, 1716, 1399, 1742]
sudoku-cell[interactable]: 9 [1229, 1664, 1257, 1690]
address-note: (Use only for letters to Editor, news & news photos) [57, 871, 329, 883]
sudoku-instructions: ଉକ୍ତ ପ୍ରଶ୍ନ ସୁଡୋକୁରେ ଓଡ଼ିଶା ସମୟ ଦେଖି ଖାଲି ଘରଗୁଡ଼ିକୁ ପୂରଣ କରନ୍ତୁ ଯେପରି ପ୍ରତ୍ୟେକ ଧାଡ଼ି, ସ୍ତମ୍ଭ ଓ ବାକ୍ସରେ ସମସ୍ତ ଅଙ୍କ ରହିବ । [1149, 2018, 1299, 2068]
letter-title: ପ୍ରତିଶ୍ରୁତି ପାଣିରେ ଗାର [1196, 78, 1404, 102]
magenta-dot [730, 2211, 746, 2227]
sudoku-label-odia: ସୁ-ଡୋ-କୁ [1279, 1614, 1362, 1640]
article2-col2-bottom: ଦର୍ଶନର ଆଶା ନେଇ ଭକ୍ତମାନେ ଦୂର ଦୂରାନ୍ତରୁ ପୁରୀ ଆସନ୍ତି । ସମୁଦ୍ର କୂଳରେ ସ୍ନାନ କରି ଶ୍ରୀମନ୍ଦିରରେ ପ୍ରଣାମ କରନ୍ତି । ମହାପ୍ରସାଦ ସେବନ କରି ଧନ୍ୟ ହୁଅନ୍ତି । ଦର୍ଶନର ଆଶା ନେଇ ଭକ୍ତମାନେ ଦୂର ଦୂରାନ୍ତରୁ ପୁରୀ ଆସନ୍ତି । ସମୁଦ୍ର କୂଳରେ ସ୍ନାନ କରି ଶ୍ରୀମନ୍ଦିରରେ ପ୍ରଣାମ କରନ୍ତି । ମହାପ୍ରସାଦ ସେବନ କରି ଧନ୍ୟ ହୁଅନ୍ତି । ଦର୍ଶନର ଆଶା ନେଇ ଭକ୍ତମାନେ ଦୂର ଦୂରାନ୍ତରୁ ପୁରୀ ଆସନ୍ତି । ସମୁଦ୍ର କୂଳରେ ସ୍ନାନ କରି ଶ୍ରୀମନ୍ଦିରରେ ପ୍ରଣାମ କରନ୍ତି । ମହାପ୍ରସାଦ ସେବନ କରି ଧନ୍ୟ ହୁଅନ୍ତି । [356, 1421, 736, 1503]
cmk-marks: C M K [1479, 2180, 1491, 2222]
sudoku-cell[interactable] [1371, 1846, 1399, 1872]
article2-headline: ଯା' ଧନମଣି, ମୋ କଥା ଭୁଲିବୁନି [387, 986, 1095, 1054]
article1-col3: ମାଛରେ ଥିବା ଓମେଗା-୩ ଫ୍ୟାଟି ଏସିଡ୍ ସ୍ୱାସ୍ଥ୍ୟ ପାଇଁ ଉପକାରୀ ବୋଲି କୁହାଯାଏ । କିନ୍ତୁ ଚାଷ ମାଛରେ ଏହାର ପରିମାଣ କମ୍ ଥାଏ । ବରଂ ଅଧିକ ଚର୍ବି ଓ କ୍ଷତିକାରକ ପଦାର୍ଥ ଥାଏ । ବୈଜ୍ଞାନିକମାନଙ୍କ ଗବେଷଣାରୁ ଜଣାପଡ଼ିଛି ଯେ ଚାଷ ମାଛରେ ଡାୟୋକ୍ସିନ୍ ଓ ପିସିବି ଭଳି ବିଷାକ୍ତ ରାସାୟନିକ ଅଧିକ ମାତ୍ରାରେ ମିଳୁଛି । ଏହା କର୍କଟ ରୋଗ ସୃଷ୍ଟି କରିପାରେ । ମାଛ ଚାଷ ପାଇଁ ଉପକୂଳବର୍ତ୍ତୀ ମାଙ୍ଗ୍ରୋଭ୍ ଜଙ୍ଗଲ କାଟି ପୋଖରୀ ଖୋଳାଯାଉଛି । ଫଳରେ ବାତ୍ୟା ଓ ବନ୍ୟାରୁ ସୁରକ୍ଷା ହ୍ରାସ ପାଉଛି । ଚିଂଡ଼ି ଚାଷ ପାଇଁ ଉର୍ବର ଜମି ଲୁଣିଆ ହୋଇଯାଉଛି । ଜଳଜ ଜୀବର ବିବିଧତା କମିଯାଉଛି । ମାଛରେ ଥିବା ଓମେଗା-୩ ଫ୍ୟାଟି ଏସିଡ୍ ସ୍ୱାସ୍ଥ୍ୟ ପାଇଁ ଉପକାରୀ ବୋଲି କୁହାଯାଏ । କିନ୍ତୁ ଚାଷ ମାଛରେ ଏହାର ପରିମାଣ କମ୍ ଥାଏ । ବରଂ ଅଧିକ ଚର୍ବି ଓ କ୍ଷତିକାରକ ପଦାର୍ଥ ଥାଏ । ବୈଜ୍ଞାନିକମାନଙ୍କ ଗବେଷଣାରୁ ଜଣାପଡ଼ିଛି ଯେ ଚାଷ ମାଛରେ ଡାୟୋକ୍ସିନ୍ ଓ ପିସିବି ଭଳି ବିଷାକ୍ତ ରାସାୟନିକ ଅଧିକ ମାତ୍ରାରେ ମିଳୁଛି । ଏହା କର୍କଟ ରୋଗ ସୃଷ୍ଟି କରିପାରେ । ମାଛ ଚାଷ ପାଇଁ ଉପକୂଳବର୍ତ୍ତୀ ମାଙ୍ଗ୍ରୋଭ୍ ଜଙ୍ଗଲ କାଟି ପୋଖରୀ ଖୋଳାଯାଉଛି । ଫଳରେ ବାତ୍ୟା ଓ ବନ୍ୟାରୁ ସୁରକ୍ଷା ହ୍ରାସ ପାଉଛି । ଚିଂଡ଼ି ଚାଷ ପାଇଁ ଉର୍ବର ଜମି ଲୁଣିଆ ହୋଇଯାଉଛି । ଜଳଜ ଜୀବର ବିବିଧତା କମିଯାଉଛି । ମାଛରେ ଥିବା ଓମେଗା-୩ ଫ୍ୟାଟି ଏସିଡ୍ ସ୍ୱାସ୍ଥ୍ୟ ପାଇଁ ଉପକାରୀ ବୋଲି କୁହାଯାଏ । କିନ୍ତୁ ଚାଷ ମାଛରେ ଏହାର ପରିମାଣ କମ୍ ଥାଏ । ବରଂ ଅଧିକ ଚର୍ବି ଓ କ୍ଷତିକାରକ ପଦାର୍ଥ ଥାଏ । ବୈଜ୍ଞାନିକମାନଙ୍କ ଗବେଷଣାରୁ ଜଣାପଡ଼ିଛି ଯେ ଚାଷ ମାଛରେ ଡାୟୋକ୍ସିନ୍ ଓ ପିସିବି ଭଳି ବିଷାକ୍ତ ରାସାୟନିକ ଅଧିକ ମାତ୍ରାରେ ମିଳୁଛି । [750, 151, 1120, 387]
chirantani-box [38, 10, 348, 238]
article2-author: ଡ.ନରହରି ବେହେରା [150, 1322, 335, 1350]
sudoku-cell[interactable] [1342, 1846, 1370, 1872]
yellow-dot [1208, 2211, 1224, 2227]
sudoku-cell[interactable]: E [1371, 1664, 1399, 1690]
sudoku-cell[interactable] [1173, 1820, 1201, 1846]
registration-mark [1470, 6, 1492, 28]
article2-col1-bottom: ଭୁବନେଶ୍ୱର, ମୋବାଇଲ୍ ଓ ଅନ୍ୟ ଠାରୁ ଆସିଥିବା ଶ୍ରଦ୍ଧାଳୁ ବଡ଼ଦାଣ୍ଡରେ ଭିଡ଼ ଜମାନ୍ତି । ପ୍ରଭୁଙ୍କ ସୁନା ବେଶ ଦର୍ଶନ ପାଇଁ ଲକ୍ଷାଧିକ ଭକ୍ତ ସମାଗମ ହୁଅନ୍ତି । ମୁଁ କେବେ ନୁହେଁ କାହାକୁ ଭୁଲିପାରିବିନି ବୋଲି ଭକ୍ତ ପ୍ରଭୁଙ୍କୁ କହେ । ଧନମଣି ତୁ ଯା, ମୋ କଥା ଭୁଲିବୁନି । ଭୁବନେଶ୍ୱର, ମୋବାଇଲ୍ ଓ ଅନ୍ୟ ଠାରୁ ଆସିଥିବା ଶ୍ରଦ୍ଧାଳୁ ବଡ଼ଦାଣ୍ଡରେ ଭିଡ଼ ଜମାନ୍ତି । ପ୍ରଭୁଙ୍କ ସୁନା ବେଶ ଦର୍ଶନ ପାଇଁ ଲକ୍ଷାଧିକ ଭକ୍ତ ସମାଗମ ହୁଅନ୍ତି । ମୁଁ କେବେ ନୁହେଁ କାହାକୁ ଭୁଲିପାରିବିନି ବୋଲି ଭକ୍ତ ପ୍ରଭୁଙ୍କୁ କହେ । ଧନମଣି ତୁ ଯା, ମୋ କଥା ଭୁଲିବୁନି । ଭୁବନେଶ୍ୱର, ମୋବାଇଲ୍ ଓ ଅନ୍ୟ ଠାରୁ ଆସିଥିବା ଶ୍ରଦ୍ଧାଳୁ ବଡ଼ଦାଣ୍ଡରେ ଭିଡ଼ ଜମାନ୍ତି । [40, 1363, 338, 1501]
sudoku-cell[interactable] [1314, 1820, 1342, 1846]
advt-email-alt[interactable]: :miku11@yahoo.com(Use only for [104, 907, 282, 919]
quote-text: ଦୁଇ ବିପରୀତ ଦିଗରୁ ଆସନ୍ତ ପ୍ରାଚ୍ୟ ଓ ପାଶ୍ଚାତ୍ୟ ଜଗତ ପରସ୍ପର ମିଳିତ ହେବ ଓ ସେ ସମସ୍ତ ଦେଶ ସାଥିରେ ମାନବ ସମାଜ ଉତ୍ତରକୁ ବଢିବ । [370, 14, 961, 27]
sudoku-cell[interactable] [1342, 1742, 1370, 1768]
sudoku-cell[interactable]: 3 [1201, 1664, 1229, 1690]
article3-col1-bottom: ଗ୍ରାମାଞ୍ଚଳରେ ଆଜି ବି ଅନେକ ପରିବାର ବିଦ୍ୟୁତ୍ ସୁବିଧାରୁ ବଞ୍ଚିତ । ସୌରଶକ୍ତି ମାଧ୍ୟମରେ ଆଲୋକ ପହଞ୍ଚାଇବା ପାଇଁ ମହିଳାମାନଙ୍କୁ ପ୍ରଶିକ୍ଷଣ ଦିଆଯାଉଛି । ଏହି ମହିଳାମାନେ ନିଜ ଗାଁରେ ସୋଲାର ଲ୍ୟାମ୍ପ ଲଗାଇ ମରାମତି କରୁଛନ୍ତି । ସେମାନଙ୍କୁ ବିଜୁଳି କନ୍ୟା କୁହାଯାଉଛି । ଗ୍ରାମାଞ୍ଚଳରେ ଆଜି ବି ଅନେକ ପରିବାର ବିଦ୍ୟୁତ୍ ସୁବିଧାରୁ ବଞ୍ଚିତ । ସୌରଶକ୍ତି ମାଧ୍ୟମରେ ଆଲୋକ ପହଞ୍ଚାଇବା ପାଇଁ ମହିଳାମାନଙ୍କୁ ପ୍ରଶିକ୍ଷଣ ଦିଆଯାଉଛି । ଏହି ମହିଳାମାନେ ନିଜ ଗାଁରେ ସୋଲାର ଲ୍ୟାମ୍ପ ଲଗାଇ ମରାମତି କରୁଛନ୍ତି । ସେମାନଙ୍କୁ ବିଜୁଳି କନ୍ୟା କୁହାଯାଉଛି । ଗ୍ରାମାଞ୍ଚଳରେ ଆଜି ବି ଅନେକ ପରିବାର ବିଦ୍ୟୁତ୍ ସୁବିଧାରୁ ବଞ୍ଚିତ । ସୌରଶକ୍ତି ମାଧ୍ୟମରେ ଆଲୋକ ପହଞ୍ଚାଇବା ପାଇଁ ମହିଳାମାନଙ୍କୁ ପ୍ରଶିକ୍ଷଣ ଦିଆଯାଉଛି । ଏହି ମହିଳାମାନେ ନିଜ ଗାଁରେ ସୋଲାର ଲ୍ୟାମ୍ପ ଲଗାଇ ମରାମତି କରୁଛନ୍ତି । ସେମାନଙ୍କୁ ବିଜୁଳି କନ୍ୟା କୁହାଯାଉଛି । [40, 1767, 361, 1919]
letter-body: ଖାଦ୍ୟ ଦରଦାମ ବଢ଼ିବାରୁ ସାଧାରଣ ଲୋକ ସମସ୍ୟାରେ ପଡ଼ିଛନ୍ତି । ସରକାର ଖୋଲା ବଜାରରେ ଗହମ ବିକ୍ରି କରିବା ଦରକାର । ଏହା ଦ୍ୱାରା ମୂଲ୍ୟ ନିୟନ୍ତ୍ରଣ ହେବ । ଖାଦ୍ୟ ଦରଦାମ ବଢ଼ିବାରୁ ସାଧାରଣ ଲୋକ ସମସ୍ୟାରେ ପଡ଼ିଛନ୍ତି । ସରକାର ଖୋଲା ବଜାରରେ ଗହମ ବିକ୍ରି କରିବା ଦରକାର । ଏହା ଦ୍ୱାରା ମୂଲ୍ୟ ନିୟନ୍ତ୍ରଣ ହେବ । ଖାଦ୍ୟ ଦରଦାମ ବଢ଼ିବାରୁ ସାଧାରଣ ଲୋକ ସମସ୍ୟାରେ ପଡ଼ିଛନ୍ତି । ସରକାର ଖୋଲା ବଜାରରେ ଗହମ ବିକ୍ରି କରିବା ଦରକାର । [1140, 1281, 1460, 1363]
color-bar [120, 2210, 1380, 2232]
author-photo [48, 1256, 143, 1356]
deity-image-icon [621, 1201, 861, 1376]
black-dot [312, 2211, 328, 2227]
sudoku-cell[interactable] [1371, 1742, 1399, 1768]
cmk-marks: C M K [9, 2180, 21, 2222]
chirantani-poem: ନ ଦେଖାଇ ମୁହୂର୍ତ୍ତେ ବିଦ୍ୟୁତ୍ ଚକିତ ଚାହାଣ ନ ଶୁଣାଇ ଅଗ୍ନିର ଗର୍ଜନ ଏଥର ସମସ୍ତେ ଦ୍ୱାରେ ଦ୍ୱାରେ ଛୁଇଁ ଦେଇଯାଉ "ପ୍ରଚାରଇ ! ଦୁଇଥର ! ଜାଗ ! ଜାଗ ! ଜାଗ !" [79, 63, 281, 130]
chirantani-title: ଚିରନ୍ତନୀ [39, 15, 347, 53]
sudoku-cell[interactable] [1258, 1716, 1286, 1742]
sudoku-cell[interactable] [1371, 1820, 1399, 1846]
sudoku-cell[interactable] [1201, 1716, 1229, 1742]
sudoku-cell[interactable]: A [1258, 1690, 1286, 1716]
cyan-dot [252, 2211, 268, 2227]
letters-banner-title: ପାଠକ ଶ୍ରେଷ୍ଠ ବିଚାରକ [1210, 14, 1438, 42]
sudoku-cell[interactable] [1342, 1664, 1370, 1690]
sudoku-cell[interactable]: 9 [1314, 1794, 1342, 1820]
sudoku-cell[interactable] [1173, 1768, 1201, 1794]
